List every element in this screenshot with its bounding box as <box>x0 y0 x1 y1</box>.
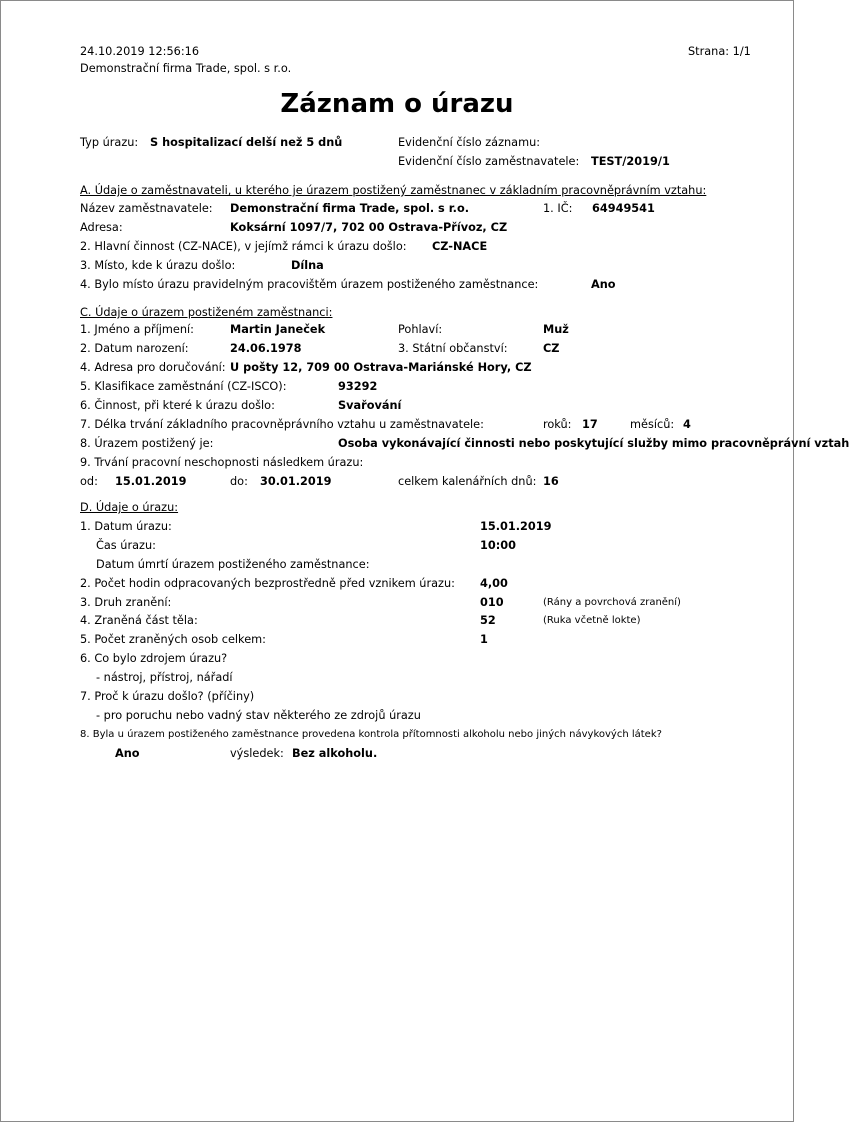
injured-is-label: 8. Úrazem postižený je: <box>80 437 214 450</box>
main-activity-value: CZ-NACE <box>432 240 488 253</box>
injury-place-label: 3. Místo, kde k úrazu došlo: <box>80 259 236 272</box>
injury-type-value: S hospitalizací delší než 5 dnů <box>150 136 343 149</box>
injured-count-label: 5. Počet zraněných osob celkem: <box>80 633 266 646</box>
from-value: 15.01.2019 <box>115 475 187 488</box>
employer-address-value: Koksární 1097/7, 702 00 Ostrava-Přívoz, CZ <box>230 221 508 234</box>
section-c-heading: C. Údaje o úrazem postiženém zaměstnanci: <box>80 306 333 319</box>
result-label: výsledek: <box>230 747 284 760</box>
citizenship-label: 3. Státní občanství: <box>398 342 508 355</box>
death-date-label: Datum úmrtí úrazem postiženého zaměstnance: <box>96 558 370 571</box>
injured-is-value: Osoba vykonávající činnosti nebo poskytující služby mimo pracovněprávní vztah <box>338 437 849 450</box>
alcohol-check-label: 8. Byla u úrazem postiženého zaměstnance provedena kontrola přítomnosti alkoholu nebo jiných návykových látek? <box>80 729 662 740</box>
years-label: roků: <box>543 418 572 431</box>
injury-date-value: 15.01.2019 <box>480 520 552 533</box>
company-name: Demonstrační firma Trade, spol. s r.o. <box>80 62 292 75</box>
record-number-label: Evidenční číslo záznamu: <box>398 136 541 149</box>
incapacity-duration-label: 9. Trvání pracovní neschopnosti následkem úrazu: <box>80 456 364 469</box>
employer-name-value: Demonstrační firma Trade, spol. s r.o. <box>230 202 470 215</box>
injury-time-label: Čas úrazu: <box>96 539 156 552</box>
injury-source-label: 6. Co bylo zdrojem úrazu? <box>80 652 228 665</box>
main-activity-label: 2. Hlavní činnost (CZ-NACE), v jejímž rámci k úrazu došlo: <box>80 240 407 253</box>
months-label: měsíců: <box>630 418 675 431</box>
ic-value: 64949541 <box>592 202 655 215</box>
body-part-label: 4. Zraněná část těla: <box>80 614 198 627</box>
total-days-label: celkem kalenářních dnů: <box>398 475 537 488</box>
injury-type-label: Typ úrazu: <box>80 136 139 149</box>
section-a-heading: A. Údaje o zaměstnavateli, u kterého je úrazem postižený zaměstnanec v základním pracovněprávním vztahu: <box>80 184 707 197</box>
hours-worked-value: 4,00 <box>480 577 508 590</box>
print-datetime: 24.10.2019 12:56:16 <box>80 45 200 58</box>
employer-address-label: Adresa: <box>80 221 123 234</box>
gender-value: Muž <box>543 323 569 336</box>
body-part-note: (Ruka včetně lokte) <box>543 615 641 626</box>
years-value: 17 <box>582 418 598 431</box>
employer-record-number-value: TEST/2019/1 <box>591 155 670 168</box>
birth-date-label: 2. Datum narození: <box>80 342 189 355</box>
employment-duration-label: 7. Délka trvání základního pracovněprávního vztahu u zaměstnavatele: <box>80 418 484 431</box>
hours-worked-label: 2. Počet hodin odpracovaných bezprostředně před vznikem úrazu: <box>80 577 455 590</box>
gender-label: Pohlaví: <box>398 323 443 336</box>
name-value: Martin Janeček <box>230 323 326 336</box>
body-part-value: 52 <box>480 614 496 627</box>
injured-count-value: 1 <box>480 633 488 646</box>
job-classification-label: 5. Klasifikace zaměstnání (CZ-ISCO): <box>80 380 287 393</box>
injury-cause-value: - pro poruchu nebo vadný stav některého ze zdrojů úrazu <box>96 709 421 722</box>
result-value: Bez alkoholu. <box>292 747 378 760</box>
delivery-address-label: 4. Adresa pro doručování: <box>80 361 226 374</box>
injury-source-value: - nástroj, přístroj, nářadí <box>96 671 233 684</box>
regular-workplace-label: 4. Bylo místo úrazu pravidelným pracovištěm úrazem postiženého zaměstnance: <box>80 278 539 291</box>
page-number: Strana: 1/1 <box>688 45 751 58</box>
activity-label: 6. Činnost, při které k úrazu došlo: <box>80 399 275 412</box>
regular-workplace-value: Ano <box>591 278 616 291</box>
ic-label: 1. IČ: <box>543 202 573 215</box>
birth-date-value: 24.06.1978 <box>230 342 302 355</box>
section-d-heading: D. Údaje o úrazu: <box>80 501 179 514</box>
to-value: 30.01.2019 <box>260 475 332 488</box>
from-label: od: <box>80 475 98 488</box>
total-days-value: 16 <box>543 475 559 488</box>
job-classification-value: 93292 <box>338 380 378 393</box>
delivery-address-value: U pošty 12, 709 00 Ostrava-Mariánské Hory, CZ <box>230 361 532 374</box>
injury-cause-label: 7. Proč k úrazu došlo? (příčiny) <box>80 690 255 703</box>
injury-time-value: 10:00 <box>480 539 516 552</box>
employer-name-label: Název zaměstnavatele: <box>80 202 213 215</box>
injury-kind-label: 3. Druh zranění: <box>80 596 172 609</box>
injury-kind-note: (Rány a povrchová zranění) <box>543 597 681 608</box>
employer-record-number-label: Evidenční číslo zaměstnavatele: <box>398 155 580 168</box>
name-label: 1. Jméno a příjmení: <box>80 323 194 336</box>
to-label: do: <box>230 475 248 488</box>
injury-date-label: 1. Datum úrazu: <box>80 520 172 533</box>
injury-kind-value: 010 <box>480 596 504 609</box>
citizenship-value: CZ <box>543 342 560 355</box>
alcohol-check-value: Ano <box>115 747 140 760</box>
page-title: Záznam o úrazu <box>280 89 514 119</box>
activity-value: Svařování <box>338 399 402 412</box>
months-value: 4 <box>683 418 691 431</box>
injury-place-value: Dílna <box>291 259 324 272</box>
